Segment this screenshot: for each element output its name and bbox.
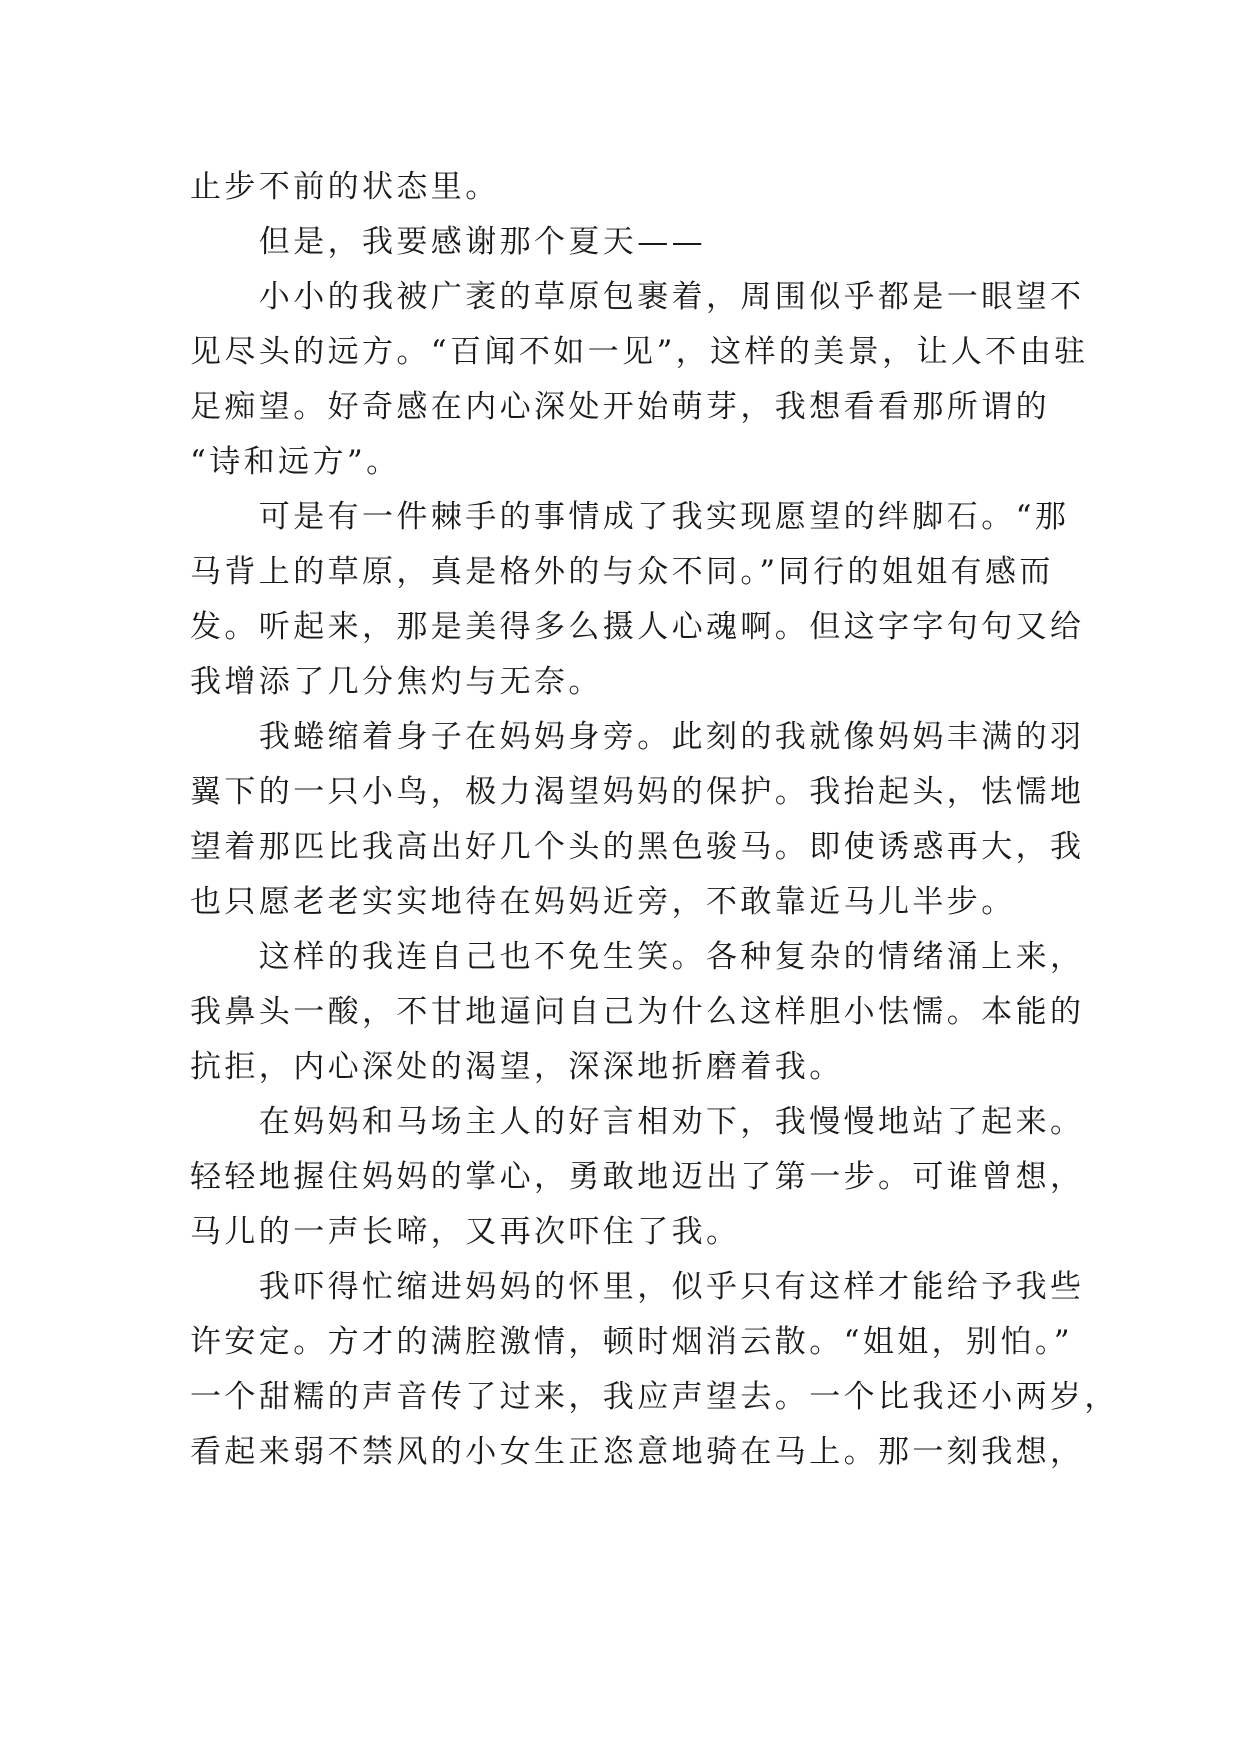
text-line: 也只愿老老实实地待在妈妈近旁，不敢靠近马儿半步。 xyxy=(190,884,1016,920)
text-line: 但是，我要感谢那个夏天—— xyxy=(190,224,706,260)
text-line: 在妈妈和马场主人的好言相劝下，我慢慢地站了起来。 xyxy=(190,1104,1085,1140)
text-line: “诗和远方”。 xyxy=(190,444,401,480)
text-line: 翼下的一只小鸟，极力渴望妈妈的保护。我抬起头，怯懦地 xyxy=(190,774,1085,810)
text-line: 马背上的草原，真是格外的与众不同。”同行的姐姐有感而 xyxy=(190,554,1054,590)
text-line: 轻轻地握住妈妈的掌心，勇敢地迈出了第一步。可谁曾想， xyxy=(190,1159,1085,1195)
text-line: 我蜷缩着身子在妈妈身旁。此刻的我就像妈妈丰满的羽 xyxy=(190,719,1085,755)
text-line: 可是有一件棘手的事情成了我实现愿望的绊脚石。“那 xyxy=(190,499,1070,535)
text-line: 抗拒，内心深处的渴望，深深地折磨着我。 xyxy=(190,1049,844,1085)
text-line: 马儿的一声长啼，又再次吓住了我。 xyxy=(190,1214,741,1250)
text-line: 我吓得忙缩进妈妈的怀里，似乎只有这样才能给予我些 xyxy=(190,1269,1085,1305)
text-line: 这样的我连自己也不免生笑。各种复杂的情绪涌上来， xyxy=(190,939,1085,975)
text-line: 小小的我被广袤的草原包裹着，周围似乎都是一眼望不 xyxy=(190,279,1085,315)
text-line: 见尽头的远方。“百闻不如一见”，这样的美景，让人不由驻 xyxy=(190,334,1089,370)
text-line: 看起来弱不禁风的小女生正恣意地骑在马上。那一刻我想， xyxy=(190,1434,1085,1470)
text-line: 望着那匹比我高出好几个头的黑色骏马。即使诱惑再大，我 xyxy=(190,829,1085,865)
text-line: 发。听起来，那是美得多么摄人心魂啊。但这字字句句又给 xyxy=(190,609,1085,645)
text-line: 我鼻头一酸，不甘地逼问自己为什么这样胆小怯懦。本能的 xyxy=(190,994,1085,1030)
text-line: 我增添了几分焦灼与无奈。 xyxy=(190,664,603,700)
text-line: 足痴望。好奇感在内心深处开始萌芽，我想看看那所谓的 xyxy=(190,389,1050,425)
text-line: 止步不前的状态里。 xyxy=(190,169,500,205)
text-line: 许安定。方才的满腔激情，顿时烟消云散。“姐姐，别怕。” xyxy=(190,1324,1073,1360)
text-line: 一个甜糯的声音传了过来，我应声望去。一个比我还小两岁， xyxy=(190,1379,1119,1415)
